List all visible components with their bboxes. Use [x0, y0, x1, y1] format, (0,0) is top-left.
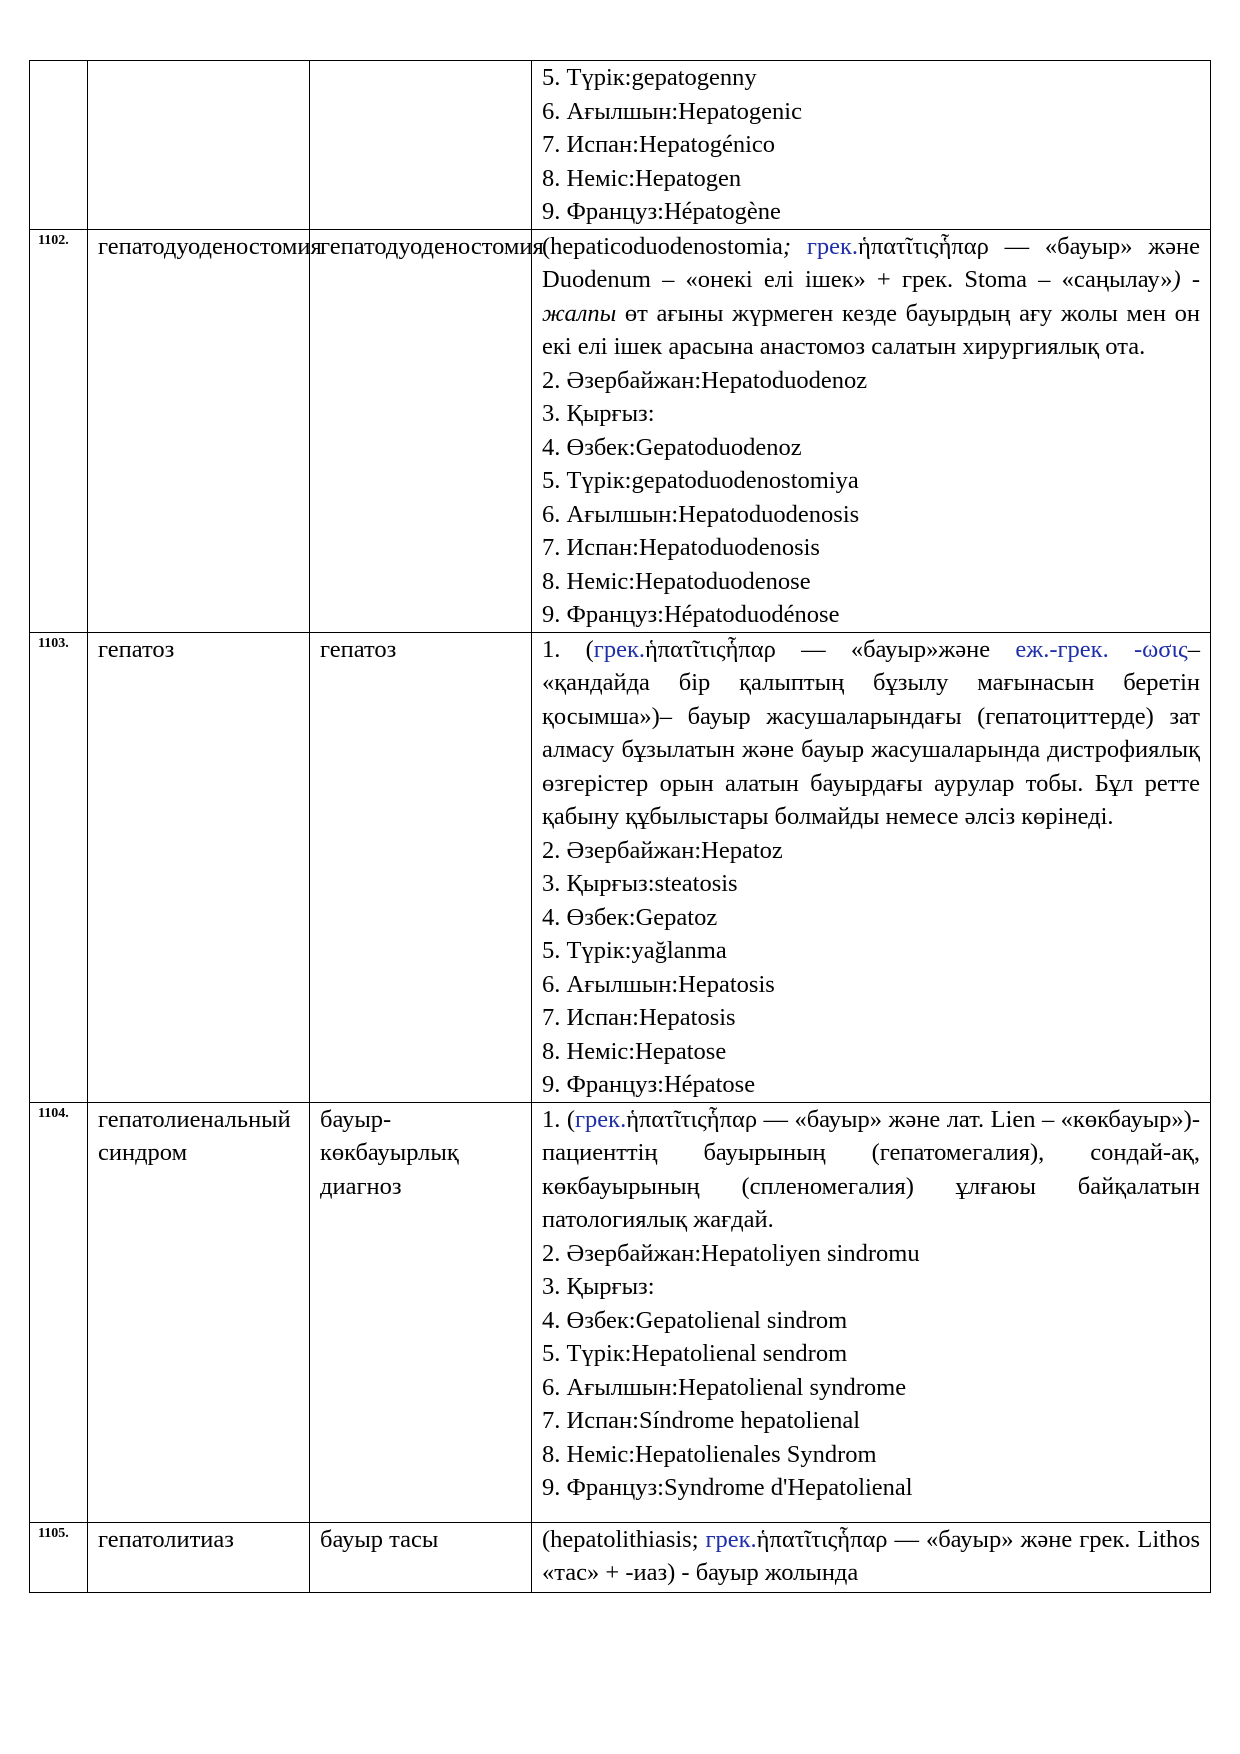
entry-number: 1102.: [30, 229, 88, 632]
definition-cell: [532, 632, 1211, 1102]
definition-text: 1. (грек.ἡπατῖτιςἧπαρ — «бауыр» және лат. Lien – «көкбауыр»)- пациенттің бауырының (гепатомегалия), сондай-ақ, көкбауырының (спленомегалия) ұлғаюы байқалатын патологиялық жағдай.: [542, 1105, 1200, 1233]
translation-line: 4. Өзбек:Gepatoduodenoz: [542, 433, 802, 461]
translation-line: 8. Неміс:Hepatoduodenose: [542, 567, 811, 595]
dictionary-table: [29, 60, 1211, 1593]
translation-line: 5. Түрік:gepatoduodenostomiya: [542, 467, 859, 494]
translation-line: 3. Қырғыз:steatosis: [542, 870, 738, 897]
translation-line: 6. Ағылшын:Hepatogenic: [542, 97, 802, 125]
entry-number: 1104.: [30, 1102, 88, 1522]
translation-line: 2. Әзербайжан:Hepatoduodenoz: [542, 366, 868, 394]
translation-line: 4. Өзбек:Gepatolienal sindrom: [542, 1306, 848, 1334]
russian-term: гепатолиенальный синдром: [88, 1102, 310, 1522]
translation-line: 8. Неміс:Hepatolienales Syndrom: [542, 1440, 877, 1468]
table-row: [30, 61, 1211, 230]
definition-text: 1. (грек.ἡπατῖτιςἧπαρ — «бауыр»және еж.-грек. -ωσις– «қандайда бір қалыптың бұзылу мағынасын беретін қосымша»)– бауыр жасушаларындағы (гепатоциттерде) зат алмасу бұзылатын және бауыр жасушаларында дистрофиялық өзгерістер орын алатын бауырдағы аурулар тобы. Бұл ретте қабыну құбылыстары болмайды немесе әлсіз көрінеді.: [542, 635, 1200, 830]
russian-term: [88, 61, 310, 230]
definition-cell: [532, 229, 1211, 632]
translation-line: 6. Ағылшын:Hepatosis: [542, 970, 775, 998]
translation-line: 8. Неміс:Hepatose: [542, 1037, 727, 1065]
kazakh-term: бауыр тасы: [310, 1522, 532, 1592]
translation-line: 5. Түрік:gepatogenny: [542, 64, 757, 91]
kazakh-term: гепатоз: [310, 632, 532, 1102]
translation-line: 2. Әзербайжан:Hepatoz: [542, 836, 783, 864]
translation-line: 3. Қырғыз:: [542, 400, 655, 427]
definition-text: (hepaticoduodenostomia; грек.ἡπατῖτιςἧπαρ — «бауыр» және Duodenum – «онекі елі ішек» + грек. Stoma – «саңылау») - жалпы өт ағыны жүрмеген кезде бауырдың ағу жолы мен он екі елі ішек арасына анастомоз салатын хирургиялық ота.: [542, 232, 1201, 360]
translation-line: 7. Испан:Hepatoduodenosis: [542, 534, 820, 561]
russian-term: гепатолитиаз: [88, 1522, 310, 1592]
table-row: [30, 1522, 1211, 1592]
definition-cell: [532, 1522, 1211, 1592]
definition-text: (hepatolithiasis; грек.ἡπατῖτιςἧπαρ — «бауыр» және грек. Lithos «тас» + -иаз) - бауыр жолында: [542, 1525, 1200, 1586]
table-row: [30, 229, 1211, 632]
translation-line: 8. Неміс:Hepatogen: [542, 164, 742, 192]
translation-line: 9. Француз:Hépatogène: [542, 198, 781, 225]
translation-line: 5. Түрік:yağlanma: [542, 937, 727, 964]
translation-line: 7. Испан:Hepatogénico: [542, 131, 776, 158]
translation-line: 9. Француз:Hépatose: [542, 1071, 756, 1098]
table-row: [30, 1102, 1211, 1522]
translation-line: 2. Әзербайжан:Hepatoliyen sindromu: [542, 1239, 920, 1267]
definition-cell: [532, 61, 1211, 230]
kazakh-term: [310, 61, 532, 230]
kazakh-term: гепатодуоденостомия: [310, 229, 532, 632]
entry-number: [30, 61, 88, 230]
russian-term: гепатодуоденостомия: [88, 229, 310, 632]
translation-line: 5. Түрік:Hepatolienal sendrom: [542, 1340, 848, 1367]
translation-line: 7. Испан:Hepatosis: [542, 1004, 736, 1031]
translation-line: 9. Француз:Syndrome d'Hepatolienal: [542, 1474, 913, 1501]
kazakh-term: бауыр-көкбауырлық диагноз: [310, 1102, 532, 1522]
russian-term: гепатоз: [88, 632, 310, 1102]
definition-cell: [532, 1102, 1211, 1522]
entry-number: 1103.: [30, 632, 88, 1102]
table-row: [30, 632, 1211, 1102]
translation-line: 7. Испан:Síndrome hepatolienal: [542, 1407, 861, 1434]
translation-line: 3. Қырғыз:: [542, 1273, 655, 1300]
entry-number: 1105.: [30, 1522, 88, 1592]
translation-line: 9. Француз:Hépatoduodénose: [542, 601, 840, 628]
translation-line: 6. Ағылшын:Hepatoduodenosis: [542, 500, 860, 528]
translation-line: 6. Ағылшын:Hepatolienal syndrome: [542, 1373, 907, 1401]
translation-line: 4. Өзбек:Gepatoz: [542, 903, 718, 931]
